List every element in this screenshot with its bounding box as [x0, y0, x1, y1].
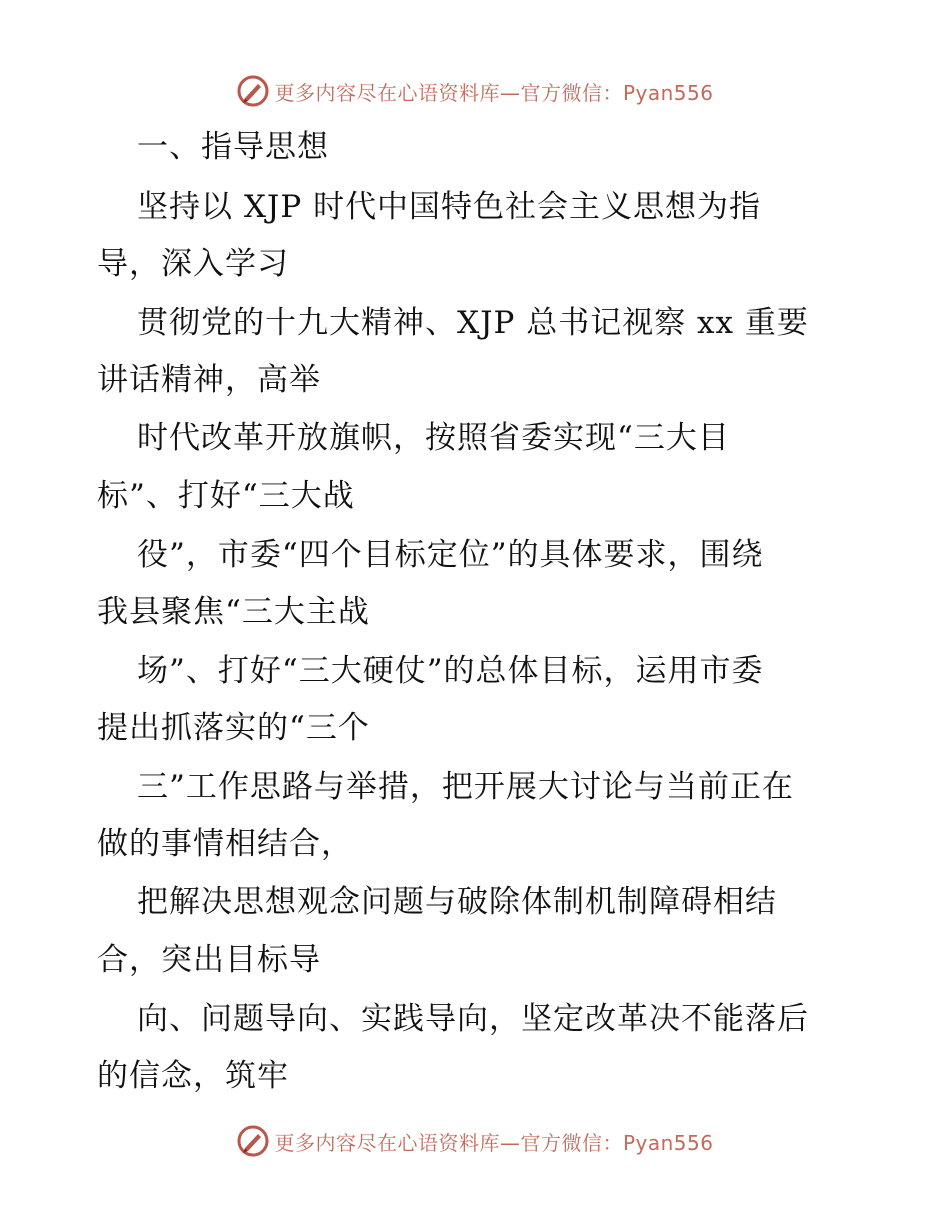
paragraph-line: 坚持以 XJP 时代中国特色社会主义思想为指	[137, 189, 762, 225]
paragraph-line: 提出抓落实的“三个	[97, 710, 370, 746]
header-watermark	[0, 71, 950, 111]
section-heading: 一、指导思想	[137, 129, 329, 165]
paragraph-line: 役”，市委“四个目标定位”的具体要求，围绕	[137, 537, 764, 573]
paragraph-line: 贯彻党的十九大精神、XJP 总书记视察 xx 重要	[137, 305, 809, 341]
paragraph-line: 合，突出目标导	[97, 942, 321, 978]
footer-watermark	[0, 1121, 950, 1161]
paragraph-line: 场”、打好“三大硬仗”的总体目标，运用市委	[137, 653, 764, 689]
paragraph-line: 做的事情相结合，	[97, 826, 353, 862]
paragraph-line: 把解决思想观念问题与破除体制机制障碍相结	[137, 884, 777, 920]
paragraph-line: 讲话精神，高举	[97, 362, 321, 398]
paragraph-line: 时代改革开放旗帜，按照省委实现“三大目	[137, 420, 730, 456]
paragraph-line: 向、问题导向、实践导向，坚定改革决不能落后	[137, 1001, 809, 1037]
watermark-text: 更多内容尽在心语资料库—官方微信：Pyan556	[274, 80, 714, 105]
paragraph-line: 三”工作思路与举措，把开展大讨论与当前正在	[137, 769, 794, 805]
paragraph-line: 我县聚焦“三大主战	[97, 594, 370, 630]
pen-circle-logo-icon	[236, 1124, 270, 1158]
pen-circle-logo-icon	[236, 74, 270, 108]
paragraph-line: 标”、打好“三大战	[97, 478, 355, 514]
paragraph-line: 导，深入学习	[97, 246, 289, 282]
paragraph-line: 的信念，筑牢	[97, 1058, 289, 1094]
watermark-text: 更多内容尽在心语资料库—官方微信：Pyan556	[274, 1130, 714, 1155]
